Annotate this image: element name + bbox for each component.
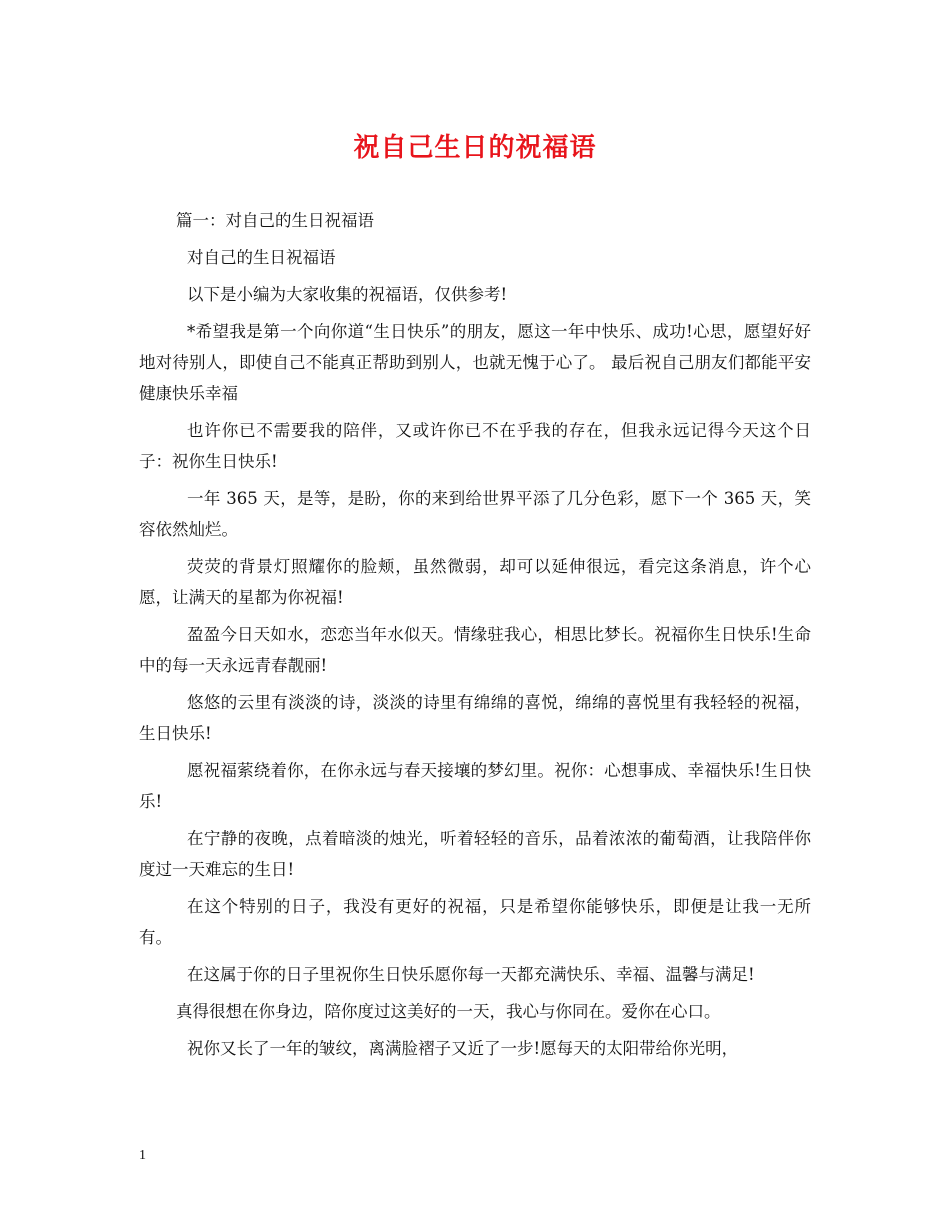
paragraph: 悠悠的云里有淡淡的诗，淡淡的诗里有绵绵的喜悦，绵绵的喜悦里有我轻轻的祝福，生日快乐! bbox=[139, 693, 811, 743]
paragraph: 愿祝福萦绕着你，在你永远与春天接壤的梦幻里。祝你：心想事成、幸福快乐!生日快乐! bbox=[139, 761, 811, 811]
paragraph: 以下是小编为大家收集的祝福语，仅供参考! bbox=[187, 285, 508, 304]
paragraph: 祝你又长了一年的皱纹，离满脸褶子又近了一步!愿每天的太阳带给你光明， bbox=[187, 1039, 739, 1058]
paragraph: 在宁静的夜晚，点着暗淡的烛光，听着轻轻的音乐，品着浓浓的葡萄酒，让我陪伴你度过一天难忘的生日! bbox=[139, 829, 811, 879]
paragraph: 也许你已不需要我的陪伴，又或许你已不在乎我的存在，但我永远记得今天这个日子：祝你生日快乐! bbox=[139, 421, 811, 471]
paragraph: 对自己的生日祝福语 bbox=[187, 248, 336, 267]
paragraph: 在这个特别的日子，我没有更好的祝福，只是希望你能够快乐，即便是让我一无所有。 bbox=[139, 897, 811, 947]
paragraph: 一年 365 天，是等，是盼，你的来到给世界平添了几分色彩，愿下一个 365 天，笑容依然灿烂。 bbox=[139, 489, 811, 539]
paragraph: 盈盈今日天如水，恋恋当年水似天。情缘驻我心，相思比梦长。祝福你生日快乐!生命中的每一天永远青春靓丽! bbox=[139, 625, 811, 675]
paragraph: *希望我是第一个向你道“生日快乐”的朋友，愿这一年中快乐、成功!心思，愿望好好地对待别人，即使自己不能真正帮助到别人，也就无愧于心了。 最后祝自己朋友们都能平安健康快乐幸福 bbox=[139, 322, 811, 403]
paragraph: 篇一：对自己的生日祝福语 bbox=[176, 211, 374, 230]
document-title: 祝自己生日的祝福语 bbox=[353, 133, 597, 163]
paragraph: 荧荧的背景灯照耀你的脸颊，虽然微弱，却可以延伸很远，看完这条消息，许个心愿，让满天的星都为你祝福! bbox=[139, 557, 811, 607]
paragraph: 在这属于你的日子里祝你生日快乐愿你每一天都充满快乐、幸福、温馨与满足! bbox=[187, 965, 755, 984]
paragraph: 真得很想在你身边，陪你度过这美好的一天，我心与你同在。爱你在心口。 bbox=[176, 1002, 721, 1021]
document-body bbox=[139, 205, 811, 1070]
page-number: 1 bbox=[139, 1148, 146, 1163]
